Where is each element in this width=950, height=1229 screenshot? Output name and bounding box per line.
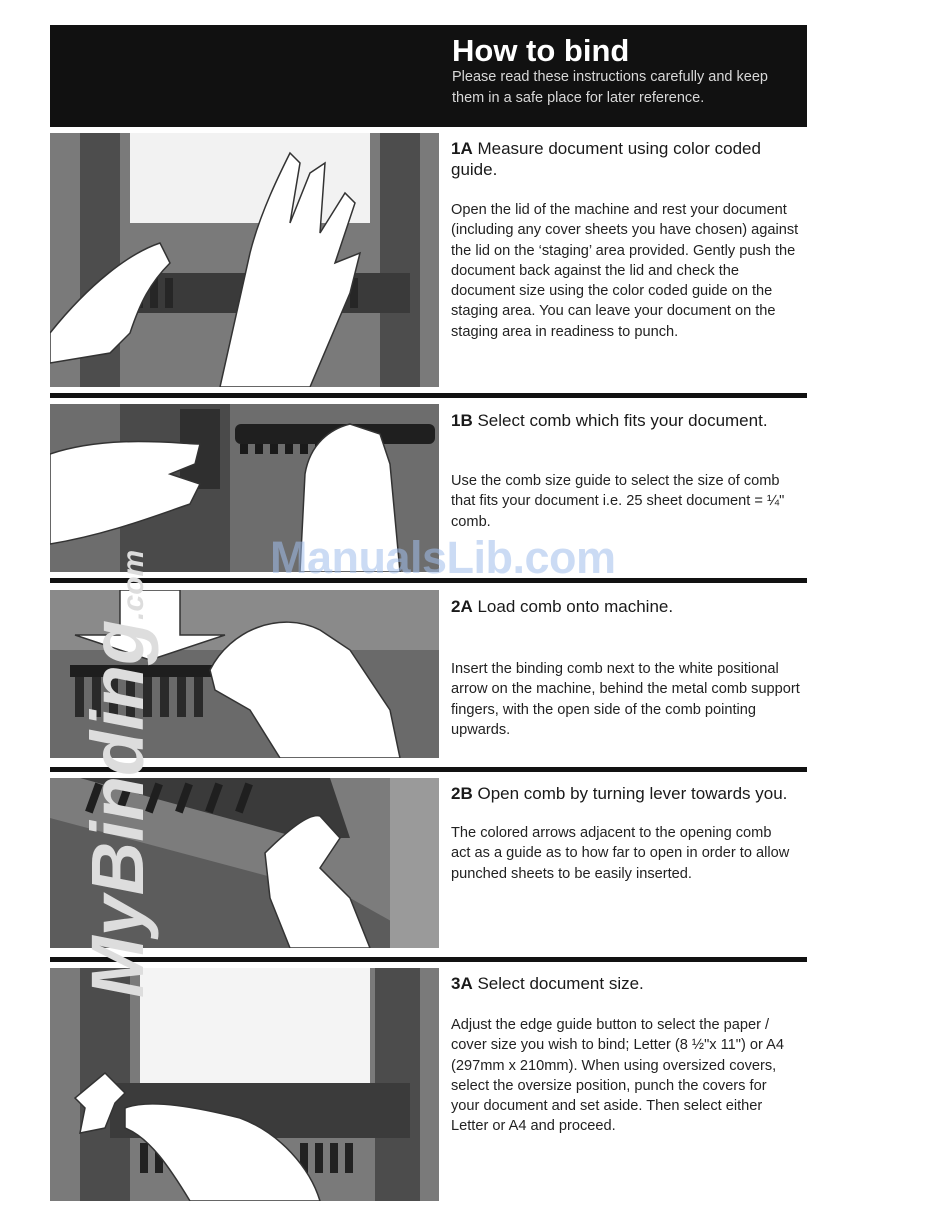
- step-heading: [451, 973, 806, 994]
- step-code: 3A: [451, 974, 473, 993]
- step-code: 2B: [451, 784, 473, 803]
- step-title: Open comb by turning lever towards you.: [477, 784, 788, 803]
- step-1a-photo: [50, 133, 439, 387]
- step-body: Use the comb size guide to select the size of comb that fits your document i.e. 25 sheet document = ¼" comb.: [451, 473, 785, 530]
- step-heading: [451, 596, 806, 617]
- step-heading: [451, 783, 806, 804]
- step-body: Adjust the edge guide button to select the paper / cover size you wish to bind; Letter (8 ½"x 11") or A4 (297mm x 210mm). When using oversized covers, select the oversize position, punch the covers for your document and set aside. Then select either Letter or A4 and proceed.: [451, 1017, 784, 1135]
- step-body: Insert the binding comb next to the white positional arrow on the machine, behind the metal comb support fingers, with the open side of the comb pointing upwards.: [451, 661, 800, 738]
- step-1b: [451, 410, 806, 532]
- side-logo-suffix: .com: [117, 549, 150, 620]
- step-code: 1A: [451, 139, 473, 158]
- page-subtitle: Please read these instructions carefully and keep them in a safe place for later reference.: [452, 69, 768, 106]
- step-3a-photo: [50, 968, 439, 1201]
- step-title: Select document size.: [477, 974, 644, 993]
- step-body: The colored arrows adjacent to the opening comb act as a guide as to how far to open in order to allow punched sheets to be easily inserted.: [451, 825, 790, 882]
- step-2a: [451, 596, 806, 740]
- section-divider: [50, 393, 807, 398]
- step-title: Measure document using color coded guide.: [451, 139, 761, 179]
- step-body: Open the lid of the machine and rest your document (including any cover sheets you have chosen) against the lid on the ‘staging’ area provided. Gently push the document back against the lid and check the document size using the color coded guide on the staging area. You can leave your document on the staging area in readiness to punch.: [451, 202, 799, 340]
- step-3a: [451, 973, 806, 1137]
- step-title: Select comb which fits your document.: [477, 411, 768, 430]
- step-1a: [451, 138, 806, 342]
- side-logo: [840, 480, 950, 1000]
- page-title: How to bind: [452, 33, 630, 68]
- section-divider: [50, 957, 807, 962]
- step-2b: [451, 783, 806, 884]
- page-header: [50, 25, 807, 127]
- step-code: 2A: [451, 597, 473, 616]
- step-heading: [451, 138, 806, 180]
- side-logo-name: MyBinding: [76, 619, 159, 998]
- step-code: 1B: [451, 411, 473, 430]
- watermark: ManualsLib.com: [270, 532, 616, 583]
- section-divider: [50, 767, 807, 772]
- step-heading: [451, 410, 806, 431]
- step-title: Load comb onto machine.: [477, 597, 674, 616]
- side-logo-text: [75, 550, 160, 998]
